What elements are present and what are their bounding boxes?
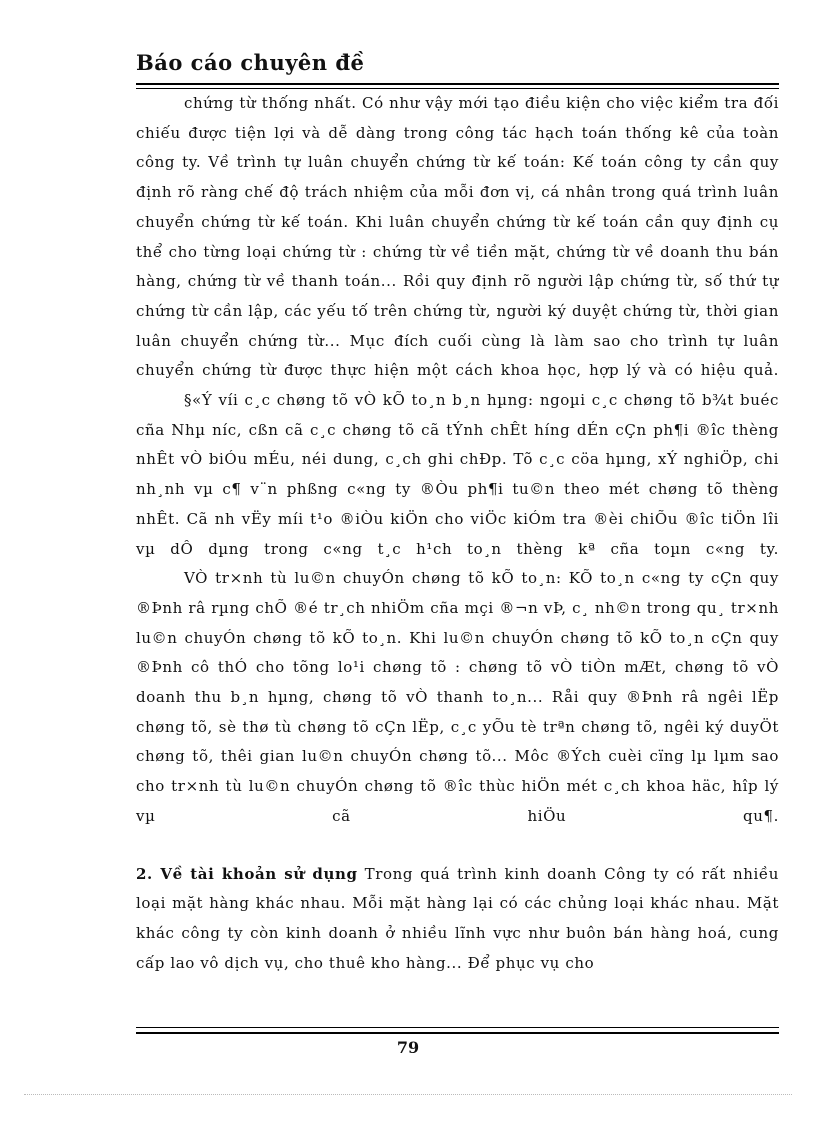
footer-rule (136, 1027, 779, 1034)
paragraph-2: §«Ý víi c¸c chøng tõ vÒ kÕ to¸n b¸n hµng: ngoµi c¸c chøng tõ b¾t buéc cña Nhµ níc, cßn cã c¸c chøng tõ cã tÝnh chÊt híng dÉn cÇn ph¶i ®îc thèng nhÊt vÒ biÓu mÉu, néi dung, c¸ch ghi chÐp. Tõ c¸c cöa hµng, xÝ nghiÖp, chi nh¸nh vµ c¶ v¨n phßng c«ng ty ®Òu ph¶i tu©n theo mét chøng tõ thèng nhÊt. Cã nh vËy míi t¹o ®iÒu kiÖn cho viÖc kiÓm tra ®èi chiÕu ®îc tiÖn lîi vµ dÔ dµng trong c«ng t¸c h¹ch to¸n thèng kª cña toµn c«ng ty. (136, 391, 779, 558)
page-edge-dotted-line (24, 1094, 792, 1095)
section-2-text: Trong quá trình kinh doanh Công ty có rất nhiều loại mặt hàng khác nhau. Mỗi mặt hàng lại có các chủng loại khác nhau. Mặt khác công ty còn kinh doanh ở nhiều lĩnh vực như buôn bán hàng hoá, cung cấp lao vô dịch vụ, cho thuê kho hàng... Để phục vụ cho (136, 864, 779, 972)
paragraph-1: chứng từ thống nhất. Có như vậy mới tạo điều kiện cho việc kiểm tra đối chiếu được tiện lợi và dễ dàng trong công tác hạch toán thống kê của toàn công ty. Về trình tự luân chuyển chứng từ kế toán: Kế toán công ty cần quy định rõ ràng chế độ trách nhiệm của mỗi đơn vị, cá nhân trong quá trình luân chuyển chứng từ kế toán. Khi luân chuyển chứng từ kế toán cần quy định cụ thể cho từng loại chứng từ : chứng từ về tiền mặt, chứng từ về doanh thu bán hàng, chứng từ về thanh toán... Rồi quy định rõ người lập chứng từ, số thứ tự chứng từ cần lập, các yếu tố trên chứng từ, người ký duyệt chứng từ, thời gian luân chuyển chứng từ... Mục đích cuối cùng là làm sao cho trình tự luân chuyển chứng từ được thực hiện một cách khoa học, hợp lý và có hiệu quả. (136, 94, 779, 380)
section-2-heading: 2. Về tài khoản sử dụng (136, 864, 358, 883)
page-number: 79 (396, 1038, 420, 1057)
section-gap (136, 832, 779, 860)
page-body (136, 89, 779, 978)
page-title: Báo cáo chuyên đề (136, 50, 365, 75)
section-2-paragraph (136, 860, 779, 979)
paragraph-3: VÒ tr×nh tù lu©n chuyÓn chøng tõ kÕ to¸n: KÕ to¸n c«ng ty cÇn quy ®Þnh râ rµng chÕ ®é tr¸ch nhiÖm cña mçi ®¬n vÞ, c¸ nh©n trong qu¸ tr×nh lu©n chuyÓn chøng tõ kÕ to¸n. Khi lu©n chuyÓn chøng tõ kÕ to¸n cÇn quy ®Þnh cô thÓ cho tõng lo¹i chøng tõ : chøng tõ vÒ tiÒn mÆt, chøng tõ vÒ doanh thu b¸n hµng, chøng tõ vÒ thanh to¸n... Råi quy ®Þnh râ ngêi lËp chøng tõ, sè thø tù chøng tõ cÇn lËp, c¸c yÕu tè trªn chøng tõ, ngêi ký duyÖt chøng tõ, thêi gian lu©n chuyÓn chøng tõ... Môc ®Ých cuèi cïng lµ lµm sao cho tr×nh tù lu©n chuyÓn chøng tõ ®îc thùc hiÖn mét c¸ch khoa häc, hîp lý vµ cã hiÖu qu¶. (136, 569, 779, 825)
